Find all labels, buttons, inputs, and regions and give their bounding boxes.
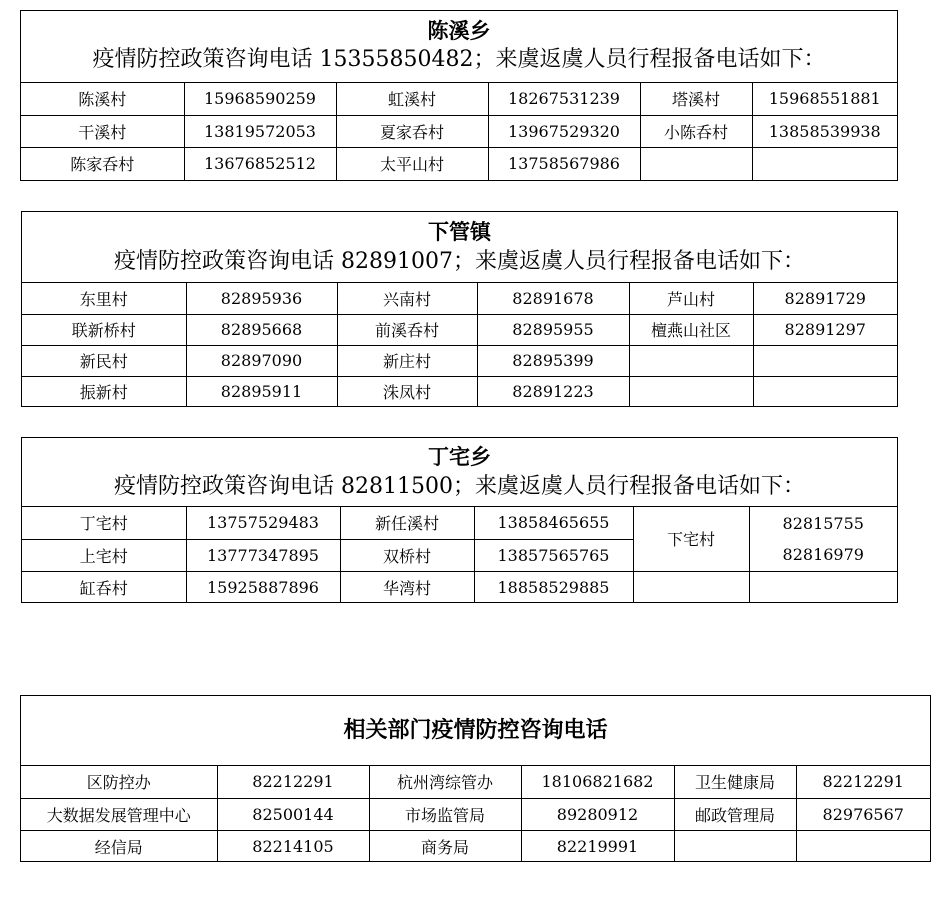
section-departments [20, 695, 931, 862]
phone-number: 18267531239 [488, 83, 640, 115]
phone-number: 82895955 [477, 314, 629, 345]
phone-number: 82214105 [217, 830, 369, 862]
section-title: 陈溪乡 [427, 18, 491, 43]
section-subtitle: 疫情防控政策咨询电话 15355850482；来虞返虞人员行程报备电话如下： [92, 47, 826, 72]
section-header [22, 212, 897, 283]
empty-cell [629, 345, 753, 376]
village-name: 下宅村 [633, 507, 749, 571]
village-name: 塔溪村 [640, 83, 752, 115]
department-name: 邮政管理局 [674, 798, 796, 830]
village-name: 前溪呑村 [337, 314, 477, 345]
section-title: 丁宅乡 [428, 444, 491, 469]
section-chenxi [20, 10, 898, 181]
table-row [21, 83, 897, 115]
section-title: 下管镇 [428, 219, 491, 244]
phone-number: 13758567986 [488, 147, 640, 180]
village-name: 芦山村 [629, 283, 753, 314]
section-subtitle: 疫情防控政策咨询电话 82891007；来虞返虞人员行程报备电话如下： [114, 249, 805, 274]
village-name: 太平山村 [336, 147, 488, 180]
phone-number: 82895911 [186, 376, 337, 407]
department-name: 商务局 [369, 830, 521, 862]
phone-number: 82500144 [217, 798, 369, 830]
empty-cell [640, 147, 752, 180]
contact-table [21, 766, 930, 862]
table-row [21, 830, 930, 862]
phone-number: 13757529483 [186, 507, 340, 539]
empty-cell [629, 376, 753, 407]
phone-number: 13858539938 [752, 115, 897, 147]
village-name: 洙凤村 [337, 376, 477, 407]
section-header [21, 11, 897, 83]
phone-number: 18106821682 [521, 766, 674, 798]
village-name: 东里村 [22, 283, 186, 314]
phone-number: 82212291 [796, 766, 930, 798]
phone-number: 13676852512 [184, 147, 336, 180]
empty-cell [633, 571, 749, 603]
phone-number: 82891297 [753, 314, 897, 345]
village-name: 振新村 [22, 376, 186, 407]
department-name: 经信局 [21, 830, 217, 862]
phone-number: 89280912 [521, 798, 674, 830]
village-name: 陈溪村 [21, 83, 184, 115]
contact-table [22, 507, 897, 603]
phone-number: 82815755 [749, 507, 897, 539]
phone-number: 82212291 [217, 766, 369, 798]
phone-number: 13858465655 [474, 507, 633, 539]
table-row [21, 798, 930, 830]
section-xiaguan [21, 211, 898, 407]
phone-number: 82897090 [186, 345, 337, 376]
village-name: 上宅村 [22, 539, 186, 571]
section-header [21, 696, 930, 766]
village-name: 干溪村 [21, 115, 184, 147]
village-name: 联新桥村 [22, 314, 186, 345]
village-name: 缸呑村 [22, 571, 186, 603]
contact-table [22, 283, 897, 407]
phone-number: 13819572053 [184, 115, 336, 147]
phone-number: 18858529885 [474, 571, 633, 603]
table-row [21, 766, 930, 798]
department-name: 杭州湾综管办 [369, 766, 521, 798]
department-name: 卫生健康局 [674, 766, 796, 798]
village-name: 檀燕山社区 [629, 314, 753, 345]
section-header [22, 438, 897, 507]
phone-number: 82891729 [753, 283, 897, 314]
village-name: 丁宅村 [22, 507, 186, 539]
village-name: 双桥村 [340, 539, 474, 571]
phone-number: 13967529320 [488, 115, 640, 147]
phone-number: 82219991 [521, 830, 674, 862]
empty-cell [674, 830, 796, 862]
table-row [22, 376, 897, 407]
empty-cell [753, 345, 897, 376]
village-name: 小陈呑村 [640, 115, 752, 147]
phone-number: 82895399 [477, 345, 629, 376]
phone-number: 82891223 [477, 376, 629, 407]
phone-number: 82891678 [477, 283, 629, 314]
table-row [21, 115, 897, 147]
table-row [22, 539, 897, 571]
empty-cell [749, 571, 897, 603]
table-row [22, 571, 897, 603]
phone-number: 15968551881 [752, 83, 897, 115]
village-name: 新庄村 [337, 345, 477, 376]
table-row [22, 345, 897, 376]
phone-number: 15968590259 [184, 83, 336, 115]
phone-number: 82895668 [186, 314, 337, 345]
phone-number: 82895936 [186, 283, 337, 314]
village-name: 华湾村 [340, 571, 474, 603]
table-row [21, 147, 897, 180]
village-name: 虹溪村 [336, 83, 488, 115]
department-name: 市场监管局 [369, 798, 521, 830]
phone-number: 13777347895 [186, 539, 340, 571]
department-name: 大数据发展管理中心 [21, 798, 217, 830]
phone-number: 13857565765 [474, 539, 633, 571]
section-subtitle: 疫情防控政策咨询电话 82811500；来虞返虞人员行程报备电话如下： [114, 474, 805, 499]
contact-table [21, 83, 897, 180]
village-name: 新任溪村 [340, 507, 474, 539]
empty-cell [753, 376, 897, 407]
section-dingzhai [21, 437, 898, 603]
village-name: 陈家呑村 [21, 147, 184, 180]
phone-number: 15925887896 [186, 571, 340, 603]
empty-cell [752, 147, 897, 180]
empty-cell [796, 830, 930, 862]
department-name: 区防控办 [21, 766, 217, 798]
village-name: 夏家呑村 [336, 115, 488, 147]
table-row [22, 507, 897, 539]
village-name: 新民村 [22, 345, 186, 376]
phone-number: 82816979 [749, 539, 897, 571]
table-row [22, 283, 897, 314]
table-row [22, 314, 897, 345]
village-name: 兴南村 [337, 283, 477, 314]
section-title: 相关部门疫情防控咨询电话 [343, 717, 608, 743]
phone-number: 82976567 [796, 798, 930, 830]
